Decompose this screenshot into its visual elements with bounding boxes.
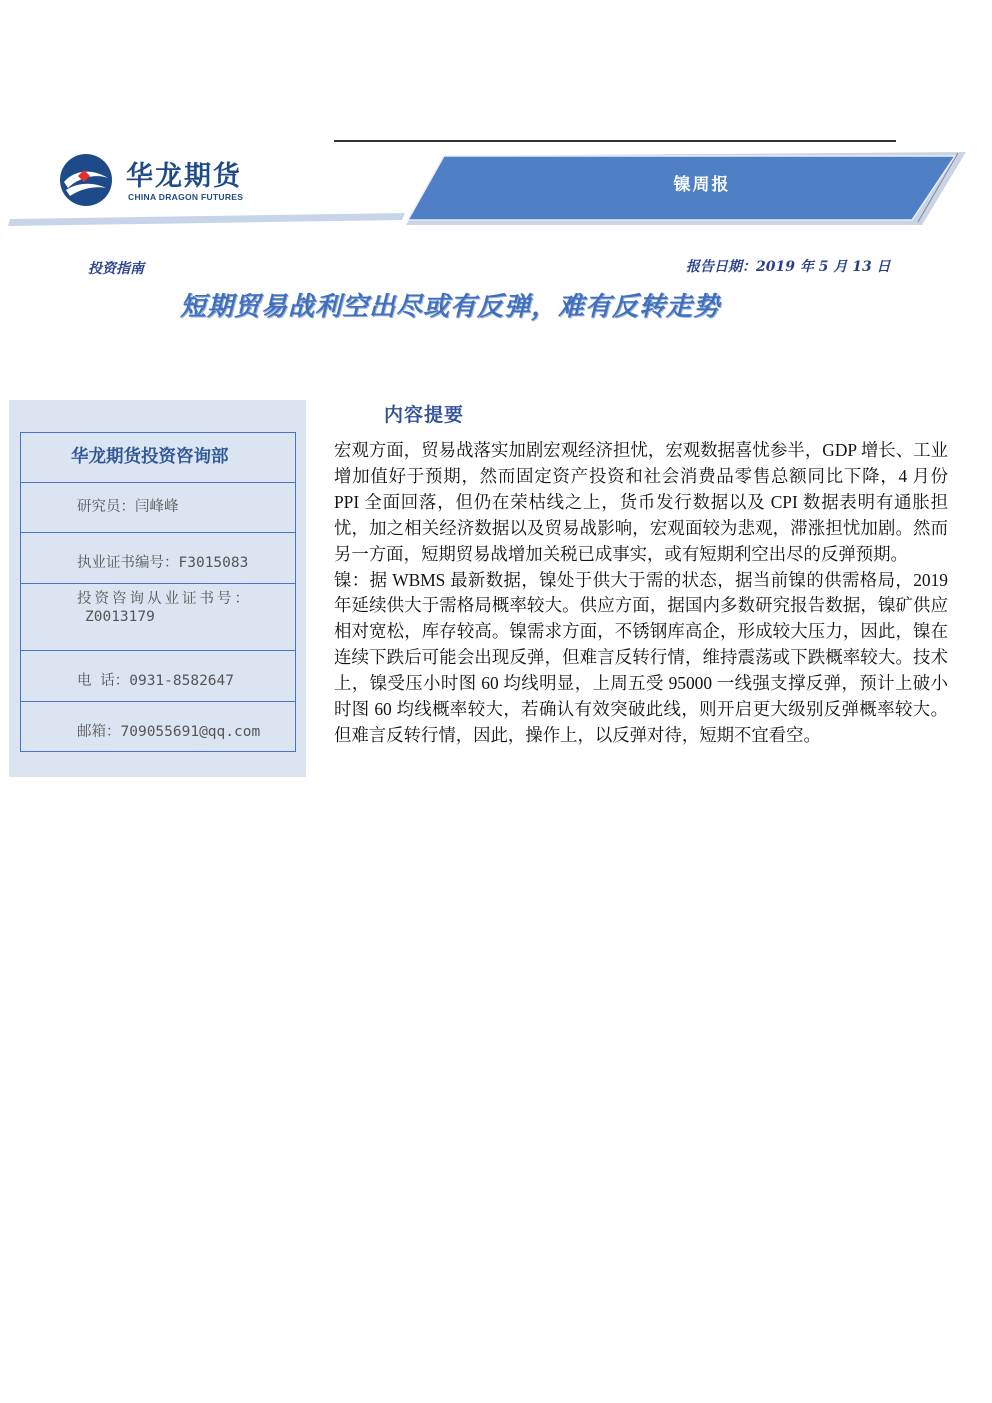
department-name: 华龙期货投资咨询部 — [21, 433, 295, 483]
summary-paragraph-nickel: 镍：据 WBMS 最新数据，镍处于供大于需的状态，据当前镍的供需格局，2019 年延续供大于需格局概率较大。供应方面，据国内多数研究报告数据，镍矿供应相对宽松，库存较高。镍需求方面，不锈钢库高企，形成较大压力，因此，镍在连续下跌后可能会出现反弹，但难言反转行情，维持震荡或下跌概率较大。技术上，镍受压小时图 60 均线明显，上周五受 95000 一线强支撑反弹，预计上破小时图 60 均线概率较大，若确认有效突破此线，则开启更大级别反弹概率较大。但难言反转行情，因此，操作上，以反弹对待，短期不宜看空。 — [334, 569, 948, 745]
researcher: 研究员：闫峰峰 — [21, 483, 295, 533]
summary-heading: 内容提要 — [384, 404, 465, 426]
company-logo — [58, 150, 258, 210]
summary-paragraph-macro: 宏观方面，贸易战落实加剧宏观经济担忧，宏观数据喜忧参半，GDP 增长、工业增加值好于预期，然而固定资产投资和社会消费品零售总额同比下降，4 月份 PPI 全面回落，但仍在荣枯线之上，货币发行数据以及 CPI 数据表明有通胀担忧，加之相关经济数据以及贸易战影响，宏观面较为悲观，滞涨担忧加剧。然而另一方面，短期贸易战增加关税已成事实，或有短期利空出尽的反弹预期。 — [334, 440, 948, 564]
license-exec: 执业证书编号：F3015083 — [21, 533, 295, 584]
summary-body — [334, 438, 948, 749]
company-name-en: CHINA DRAGON FUTURES — [128, 192, 244, 202]
phone: 电 话：0931-8582647 — [21, 651, 295, 702]
dragon-logo-icon — [58, 152, 114, 208]
contact-box — [20, 432, 296, 752]
license-consult — [21, 584, 295, 651]
license-consult-label: 投资咨询从业证书号： — [77, 591, 252, 607]
header-top-rule — [334, 140, 896, 142]
page-title: 短期贸易战利空出尽或有反弹，难有反转走势 — [180, 292, 721, 322]
report-type-title: 镍周报 — [673, 175, 731, 195]
company-name: 华龙期货 — [126, 161, 242, 192]
email: 邮箱：709055691@qq.com — [77, 724, 261, 740]
license-consult-value: Z0013179 — [85, 609, 155, 625]
banner-underline — [8, 213, 405, 226]
report-date: 报告日期：2019 年 5 月 13 日 — [686, 259, 891, 275]
section-label: 投资指南 — [88, 261, 144, 277]
